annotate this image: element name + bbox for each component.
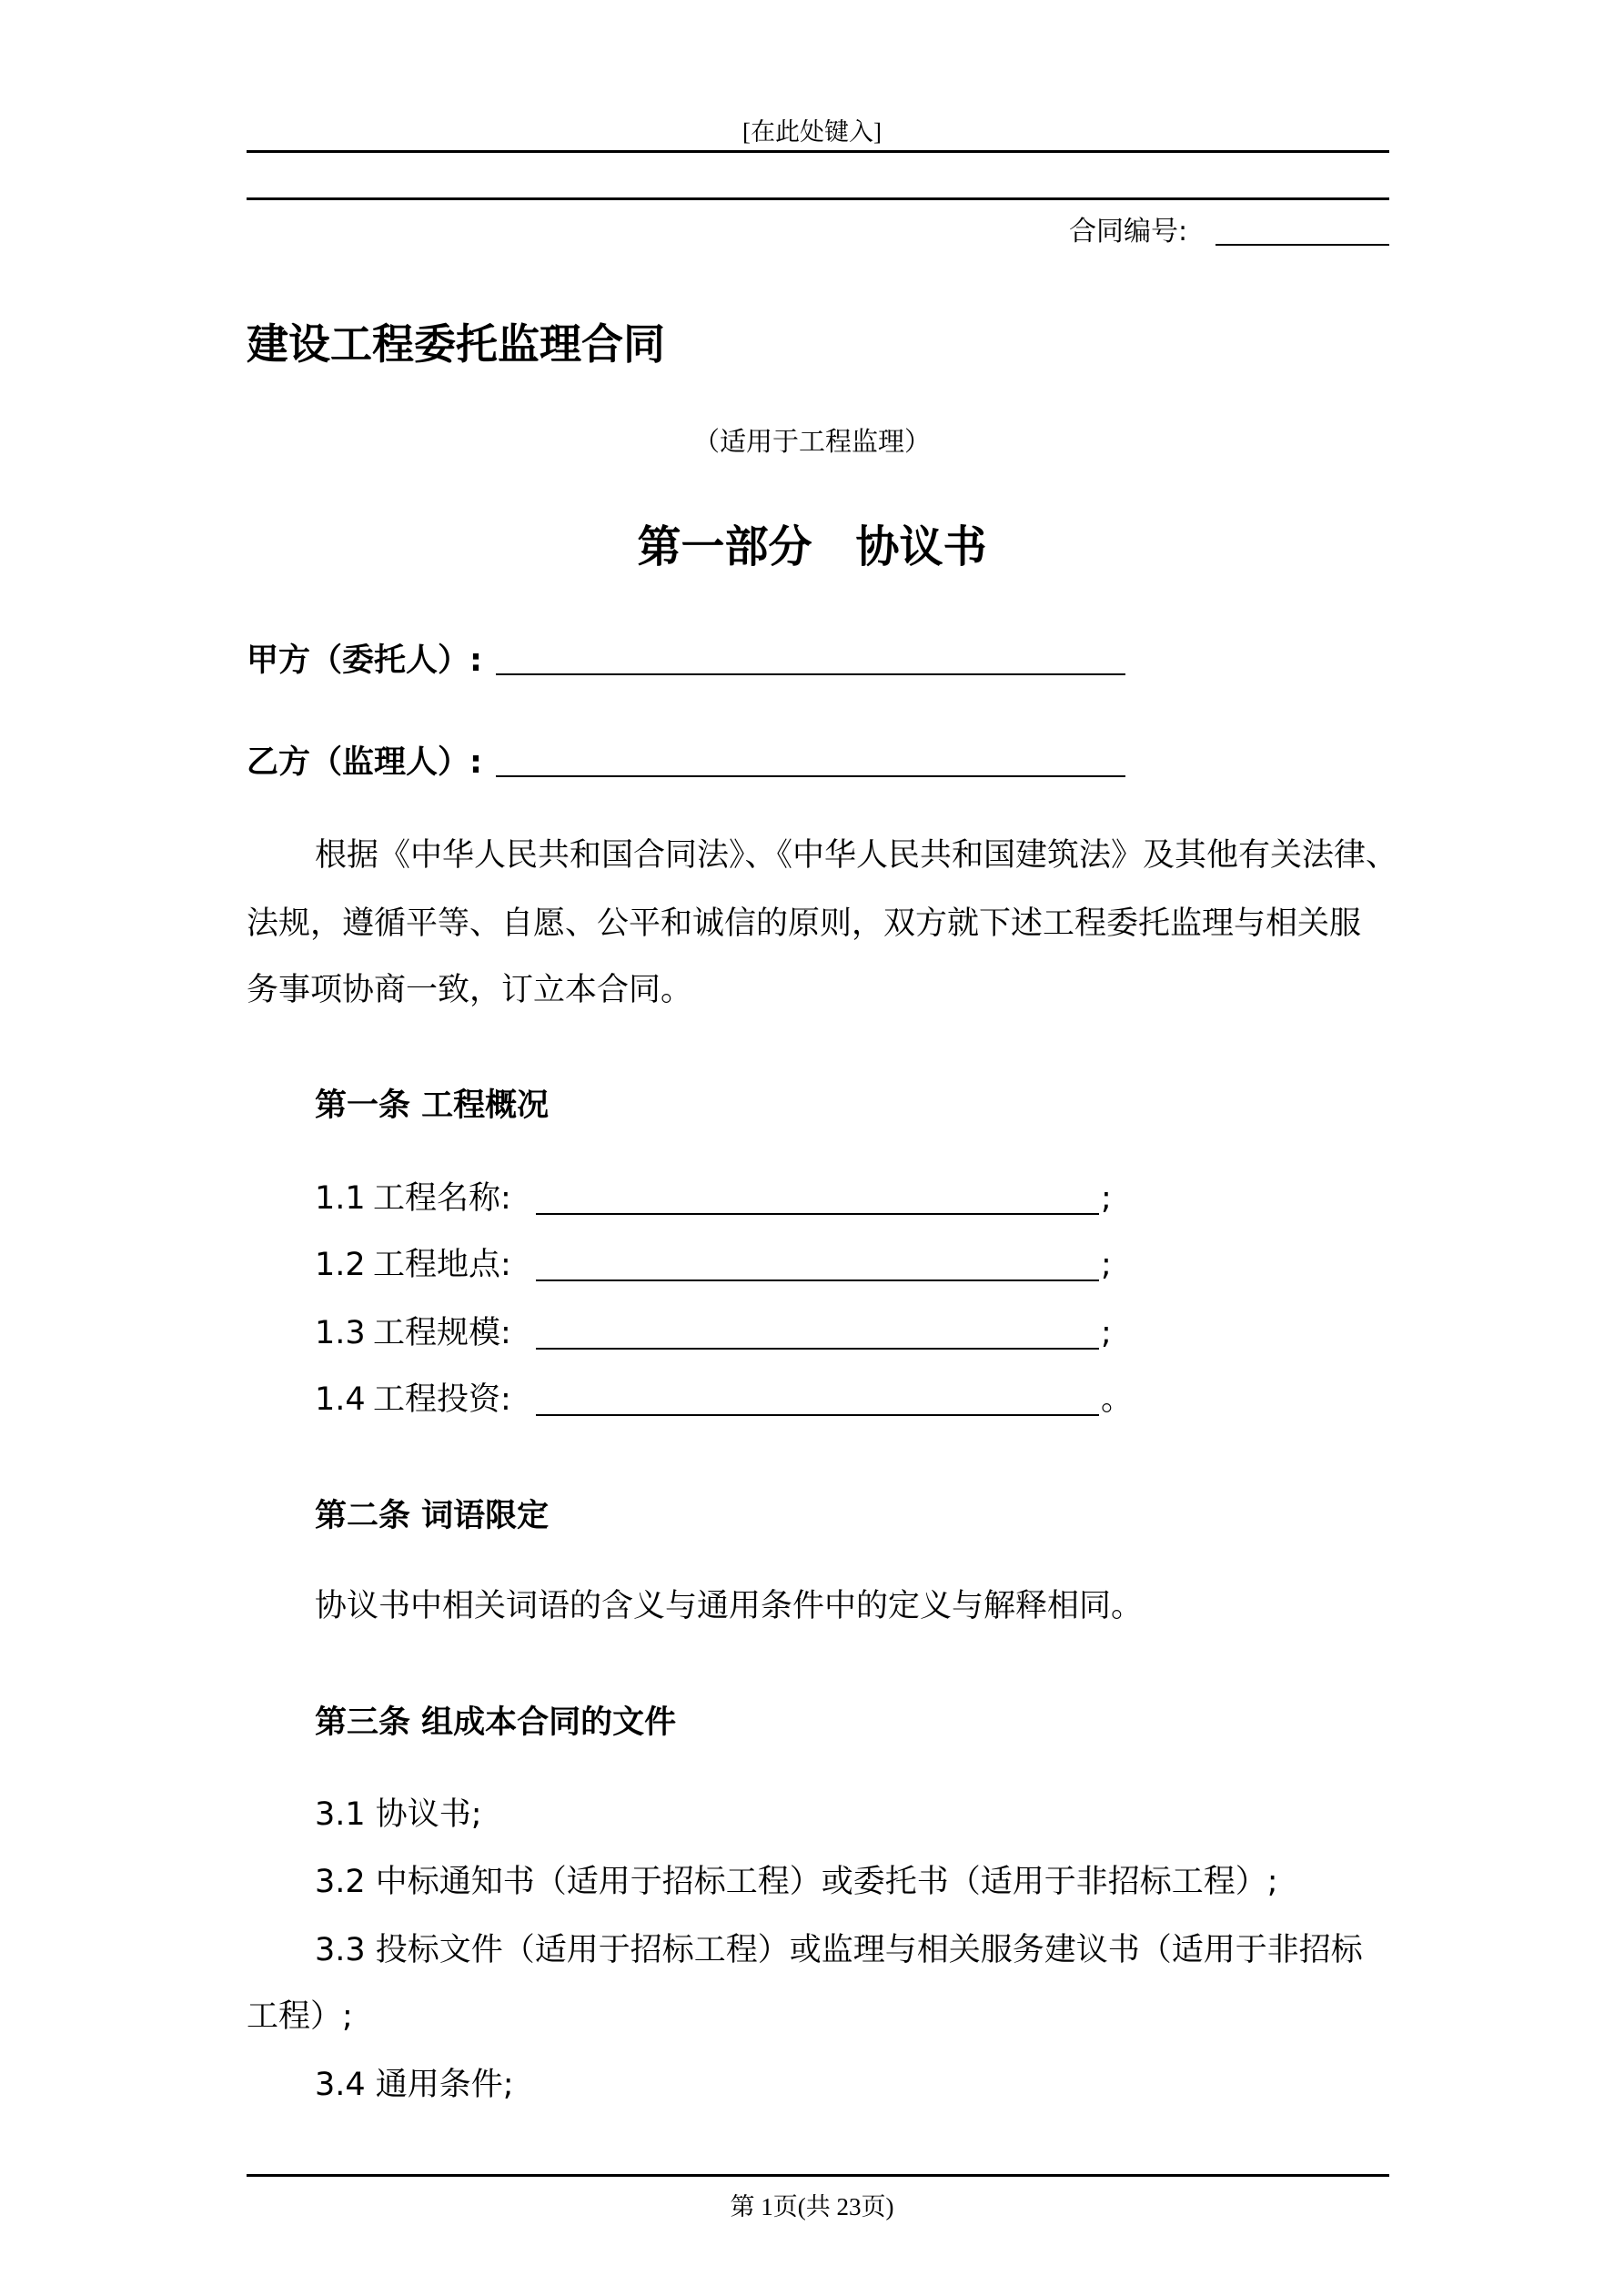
intro-line-2: 法规，遵循平等、自愿、公平和诚信的原则，双方就下述工程委托监理与相关服 [247,905,1362,942]
header-rule [247,150,1389,153]
footer-rule [247,2174,1389,2177]
party-b-field[interactable] [496,775,1125,777]
party-a-label: 甲方（委托人）: [247,642,482,679]
article-3-item: 3.2 中标通知书（适用于招标工程）或委托书（适用于非招标工程）; [315,1864,1278,1900]
article-3-item-continued: 工程）; [247,1998,353,2035]
article-2-heading: 第二条 词语限定 [315,1498,550,1534]
item-number: 1.3 [315,1315,366,1351]
article-3-item: 3.4 通用条件; [315,2067,514,2103]
item-end: ; [1101,1315,1112,1351]
intro-line-1: 根据《中华人民共和国合同法》、《中华人民共和国建筑法》及其他有关法律、 [315,837,1398,874]
document-title: 建设工程委托监理合同 [247,319,665,369]
article-2-text: 协议书中相关词语的含义与通用条件中的定义与解释相同。 [315,1588,1144,1624]
party-b-label: 乙方（监理人）: [247,744,482,781]
intro-line-3: 务事项协商一致，订立本合同。 [247,972,693,1008]
item-end: ; [1101,1247,1112,1283]
item-label: 工程名称: [373,1180,511,1217]
header-rule-2 [247,197,1389,200]
item-label: 工程地点: [373,1247,511,1283]
item-number: 1.1 [315,1180,366,1217]
item-number: 1.2 [315,1247,366,1283]
project-investment-field[interactable] [536,1414,1099,1416]
item-number: 1.4 [315,1381,366,1418]
document-subtitle: （适用于工程监理） [692,426,931,457]
project-scale-field[interactable] [536,1348,1099,1350]
header-placeholder[interactable]: [在此处键入] [742,118,882,146]
item-label: 工程投资: [373,1381,511,1418]
article-3-item: 3.3 投标文件（适用于招标工程）或监理与相关服务建议书（适用于非招标 [315,1932,1363,1968]
contract-number-field[interactable] [1215,244,1389,246]
item-label: 工程规模: [373,1315,511,1351]
item-end: ; [1101,1180,1112,1217]
party-a-field[interactable] [496,673,1125,675]
project-location-field[interactable] [536,1279,1099,1281]
contract-number-label: 合同编号: [1069,216,1188,248]
project-name-field[interactable] [536,1213,1099,1215]
article-3-heading: 第三条 组成本合同的文件 [315,1704,677,1741]
article-3-item: 3.1 协议书; [315,1796,482,1833]
article-1-heading: 第一条 工程概况 [315,1087,550,1124]
part-title: 第一部分 协议书 [637,521,987,572]
page-number: 第 1页(共 23页) [730,2193,894,2220]
item-end: 。 [1101,1381,1134,1418]
